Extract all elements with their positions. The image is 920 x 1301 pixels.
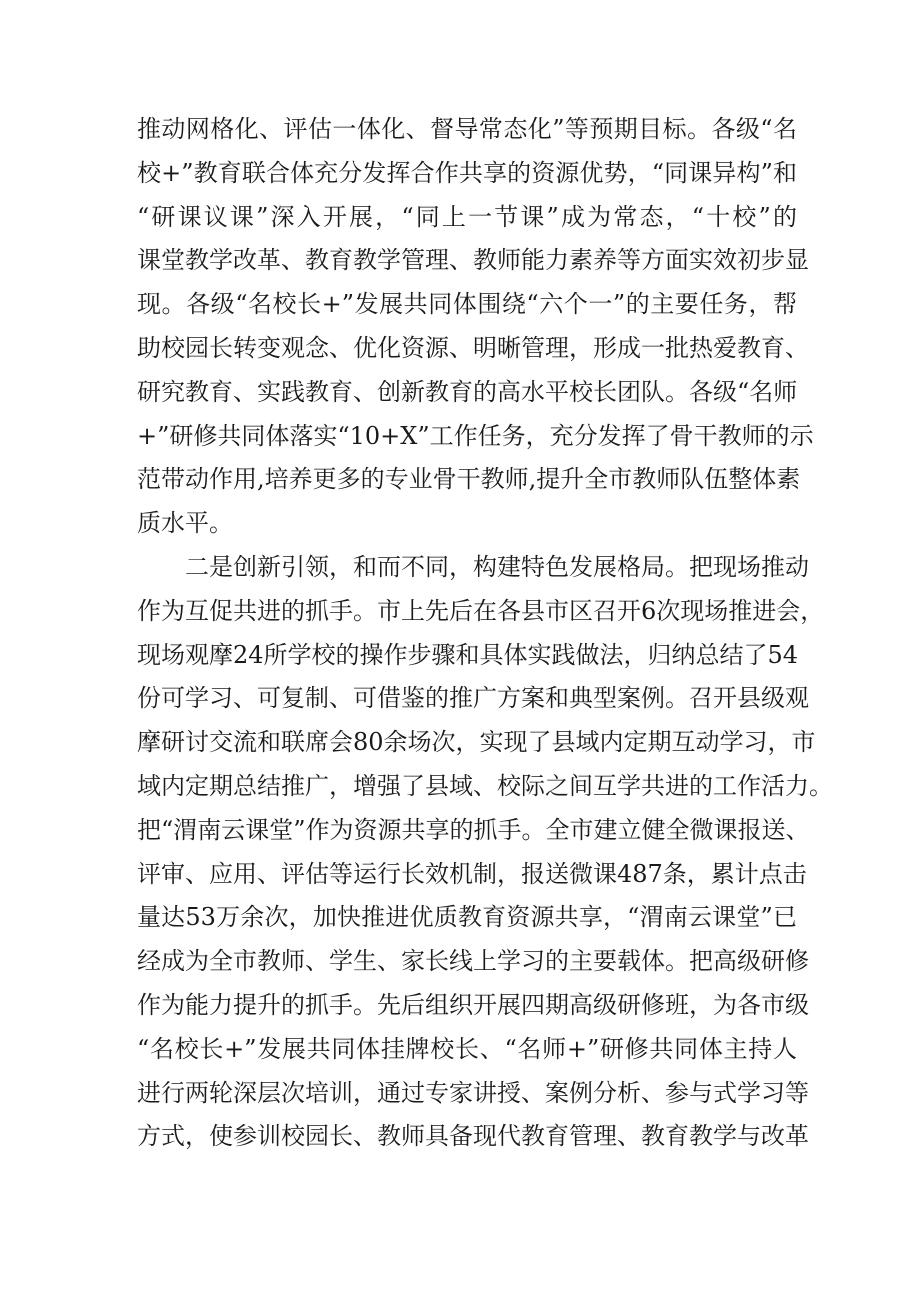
text-line: 方式，使参训校园长、教师具备现代教育管理、教育教学与改革 [137, 1122, 809, 1151]
text-line: 二是创新引领，和而不同，构建特色发展格局。把现场推动 [185, 552, 809, 581]
text-line: “名校长+”发展共同体挂牌校长、“名师+”研修共同体主持人 [137, 1034, 797, 1063]
text-line: 研究教育、实践教育、创新教育的高水平校长团队。各级“名师 [137, 377, 798, 406]
text-line: 助校园长转变观念、优化资源、明晰管理，形成一批热爱教育、 [137, 333, 809, 362]
text-line: 经成为全市教师、学生、家长线上学习的主要载体。把高级研修 [137, 947, 809, 976]
text-line: 域内定期总结推广，增强了县域、校际之间互学共进的工作活力。 [137, 771, 833, 800]
text-line: 质水平。 [137, 509, 233, 538]
text-line: 量达53万余次，加快推进优质教育资源共享，“渭南云课堂”已 [137, 903, 797, 932]
text-line: 课堂教学改革、教育教学管理、教师能力素养等方面实效初步显 [137, 246, 809, 275]
body-text [137, 108, 833, 1159]
text-line: +”研修共同体落实“10+X”工作任务，充分发挥了骨干教师的示 [137, 421, 814, 450]
text-line: 推动网格化、评估一体化、督导常态化”等预期目标。各级“名 [137, 115, 797, 143]
text-line: 范带动作用,培养更多的专业骨干教师,提升全市教师队伍整体素 [137, 465, 801, 494]
text-line: 评审、应用、评估等运行长效机制，报送微课487条，累计点击 [137, 859, 807, 888]
text-line: “研课议课”深入开展，“同上一节课”成为常态，“十校”的 [137, 202, 797, 231]
text-line: 现场观摩24所学校的操作步骤和具体实践做法，归纳总结了54 [137, 640, 799, 669]
text-line: 校+”教育联合体充分发挥合作共享的资源优势，“同课异构”和 [137, 158, 797, 187]
text-line: 把“渭南云课堂”作为资源共享的抓手。全市建立健全微课报送、 [137, 815, 810, 844]
text-line: 份可学习、可复制、可借鉴的推广方案和典型案例。召开县级观 [137, 684, 809, 713]
paragraph [137, 108, 814, 546]
text-line: 进行两轮深层次培训，通过专家讲授、案例分析、参与式学习等 [137, 1078, 809, 1107]
text-line: 现。各级“名校长+”发展共同体围绕“六个一”的主要任务，帮 [137, 290, 797, 319]
text-line: 作为能力提升的抓手。先后组织开展四期高级研修班，为各市级 [137, 990, 809, 1019]
text-line: 作为互促共进的抓手。市上先后在各县市区召开6次现场推进会， [137, 596, 825, 625]
paragraph [137, 546, 833, 1159]
text-line: 摩研讨交流和联席会80余场次，实现了县域内定期互动学习，市 [137, 728, 816, 757]
